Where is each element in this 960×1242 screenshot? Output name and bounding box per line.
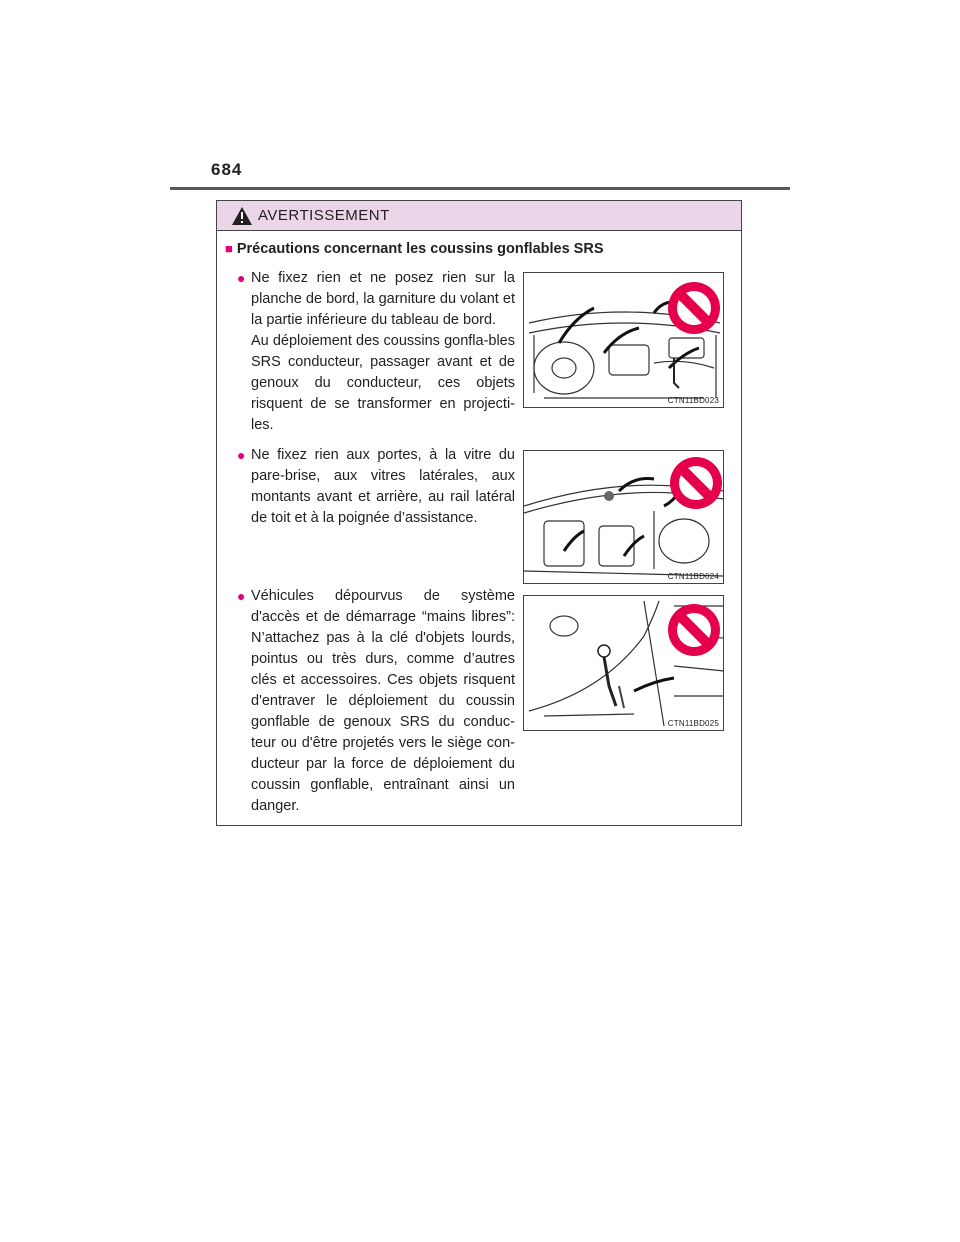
bullet-dot-icon: ●: [237, 447, 246, 463]
image-code: CTN11BD023: [667, 396, 719, 405]
section-title: Précautions concernant les coussins gonflables SRS: [236, 241, 604, 257]
image-code: CTN11BD025: [667, 719, 719, 728]
illustration-cabin: [523, 450, 724, 584]
prohibited-icon: [524, 596, 724, 731]
image-code: CTN11BD024: [667, 572, 719, 581]
prohibited-icon: [524, 451, 724, 584]
warning-title: AVERTISSEMENT: [258, 207, 390, 224]
header-rule: [170, 187, 790, 190]
bullet-dot-icon: ●: [237, 588, 246, 604]
illustration-dashboard: [523, 272, 724, 408]
bullet-item-1: [237, 268, 515, 436]
bullet-paragraph: Véhicules dépourvus de système d'accès et de démarrage “mains libres”: N’attachez pas à la clé d'objets lourds, pointus ou très durs, comme d’autres clés et accessoires. Ces objets risquent d'entraver le déploiement du coussin gonflable de genoux SRS du conduc-teur ou d'être projetés vers le siège con-ducteur par la force de déploiement du coussin gonflable, entraînant ainsi un danger.: [251, 588, 515, 814]
section-heading: [225, 241, 604, 257]
bullet-item-2: [237, 445, 515, 529]
bullet-paragraph: Ne fixez rien et ne posez rien sur la planche de bord, la garniture du volant et la partie inférieure du tableau de bord.: [251, 270, 515, 328]
bullet-paragraph: Au déploiement des coussins gonfla-bles SRS conducteur, passager avant et de genoux du conducteur, ces objets risquent de se transformer en projecti-les.: [251, 333, 515, 433]
page-number: 684: [211, 160, 243, 179]
square-bullet-icon: ■: [225, 241, 233, 256]
warning-box: [216, 200, 742, 826]
prohibited-icon: [524, 273, 724, 408]
warning-header: [217, 201, 741, 231]
bullet-dot-icon: ●: [237, 270, 246, 286]
warning-triangle-icon: [231, 206, 253, 226]
bullet-item-3: [237, 586, 515, 817]
illustration-key: [523, 595, 724, 731]
bullet-paragraph: Ne fixez rien aux portes, à la vitre du pare-brise, aux vitres latérales, aux montants avant et arrière, au rail latéral de toit et à la poignée d’assistance.: [251, 447, 515, 526]
